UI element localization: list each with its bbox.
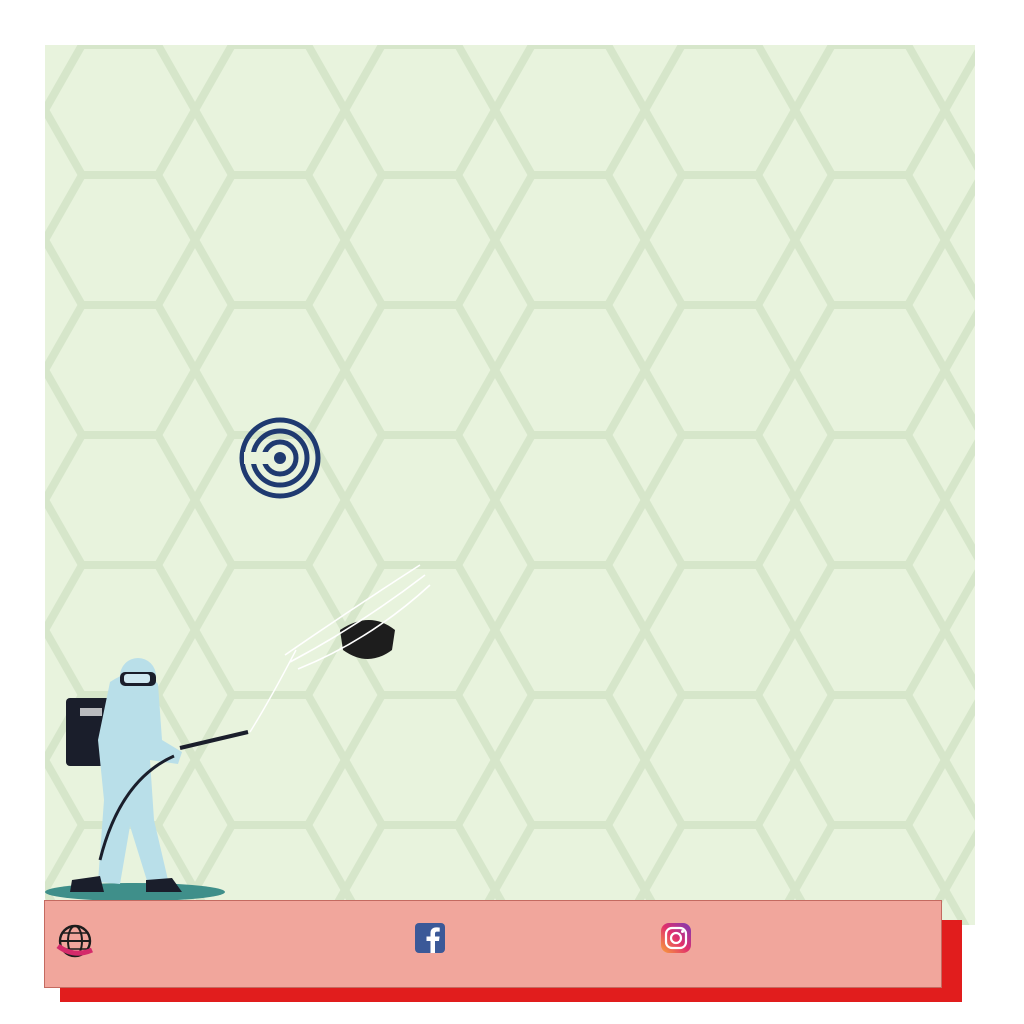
globe-icon	[56, 922, 94, 960]
footer-website[interactable]	[56, 922, 102, 960]
footer-facebook[interactable]	[414, 922, 454, 954]
instagram-icon	[660, 922, 692, 954]
footer-bar	[44, 900, 942, 988]
facebook-icon	[414, 922, 446, 954]
footer-instagram[interactable]	[660, 922, 700, 954]
